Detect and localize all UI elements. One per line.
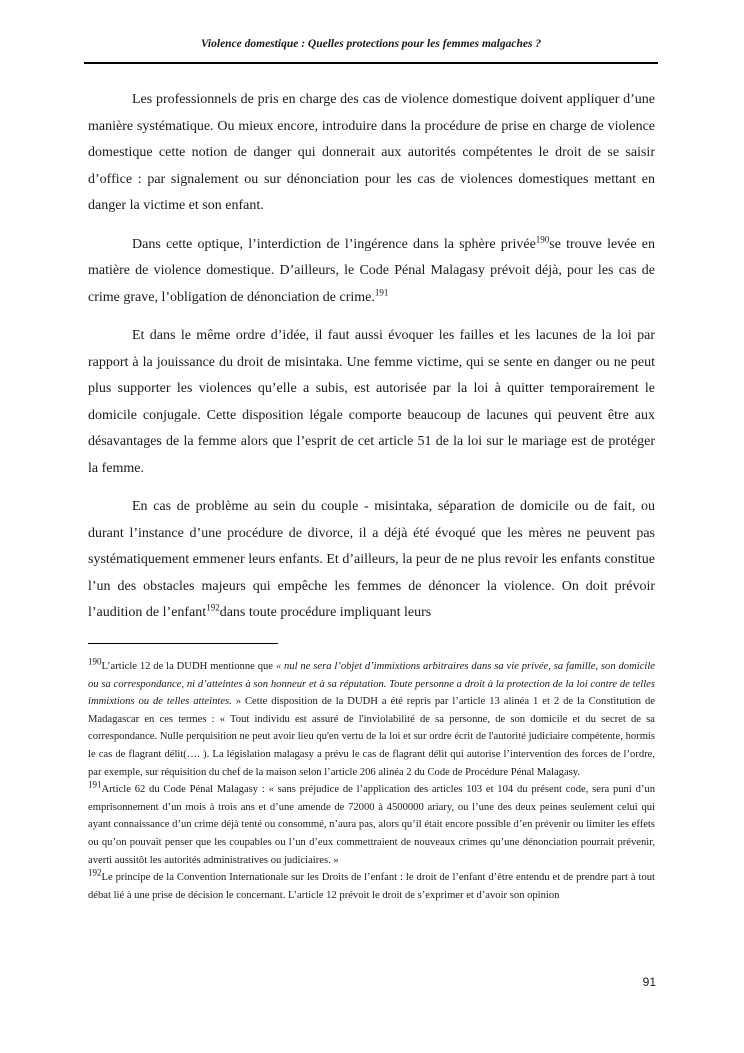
footnote-separator xyxy=(88,643,278,644)
footnote-text: Article 62 du Code Pénal Malagasy : « sans préjudice de l’application des articles 103 et 104 du présent code, sera puni d’un emprisonnement d’un mois à trois ans et d’une amende de 72000 à 4500000 ariary, ou l’une des deux peines seulement celui qui ayant connaissance d’un crime déjà tenté ou consommé, n’aura pas, alors qu’il était encore possible d’en prévenir ou limiter les effets ou qu’on pouvait penser que les coupables ou l’un d’eux commettraient de nouveaux crimes qu’une dénonciation pourrait prévenir, averti aussitôt les autorités administratives ou judiciaires. » xyxy=(88,784,655,866)
paragraph-2 xyxy=(88,232,655,312)
footnote-191 xyxy=(88,781,655,869)
footnote-text: » Cette disposition de la DUDH a été repris par l’article 13 alinéa 1 et 2 de la Constitution de Madagascar en ces termes : « Tout individu est assuré de l'inviolabilité de sa personne, de son domicile et du secret de sa correspondance. Nulle perquisition ne peut avoir lieu qu'en vertu de la loi et sur ordre écrit de l'autorité judiciaire compétente, hormis le cas de flagrant délit(…. ). La législation malagasy a prévu le cas de flagrant délit qui autorise l’intervention des forces de l’ordre, par exemple, sur réquisition du chef de la maison selon l’article 206 alinéa 2 du Code de Procédure Pénal Malagasy. xyxy=(88,696,655,778)
footnote-quote: « nul ne sera l’objet d’immixtions arbitraires dans sa vie privée, sa famille, son domicile ou sa correspondance, ni d’atteintes à son honneur et à sa réputation. Toute personne a droit à la protection de la loi contre de telles immixtions ou de telles atteintes. xyxy=(88,661,655,708)
footnote-ref-190[interactable]: 190 xyxy=(535,233,550,244)
footnote-number: 191 xyxy=(88,779,102,790)
paragraph-4 xyxy=(88,494,655,627)
footnote-190 xyxy=(88,658,655,781)
header-rule xyxy=(84,62,658,64)
footnote-ref-192[interactable]: 192 xyxy=(206,602,220,613)
paragraph-4-part-b: dans toute procédure impliquant leurs xyxy=(219,605,432,620)
paragraph-2-part-b: se trouve levée en matière de violence domestique. D’ailleurs, le Code Pénal Malagasy prévoit déjà, pour les cas de crime grave, l’obligation de dénonciation de crime. xyxy=(88,236,655,305)
body-text xyxy=(88,87,655,639)
paragraph-3: Et dans le même ordre d’idée, il faut aussi évoquer les failles et les lacunes de la loi par rapport à la jouissance du droit de misintaka. Une femme victime, qui se sente en danger ou ne peut plus supporter les violences qu’elle a subis, est autorisée par la loi à quitter temporairement le domicile conjugale. Cette disposition légale comporte beaucoup de lacunes qui peuvent être aux désavantages de la femme alors que l’esprit de cet article 51 de la loi sur le mariage est de protéger la femme. xyxy=(88,328,655,476)
footnote-text: L’article 12 de la DUDH mentionne que xyxy=(101,661,276,672)
page-number: 91 xyxy=(642,975,656,989)
paragraph-2-part-a: Dans cette optique, l’interdiction de l’ingérence dans la sphère privée xyxy=(132,236,536,252)
footnotes xyxy=(88,658,655,904)
paragraph-4-part-a: En cas de problème au sein du couple - misintaka, séparation de domicile ou de fait, ou durant l’instance d’une procédure de divorce, il a déjà été évoqué que les mères ne peuvent pas systématiquement emmener leurs enfants. Et d’ailleurs, la peur de ne plus revoir les enfants constitue l’un des obstacles majeurs qui empêche les femmes de dénoncer la violence. On doit prévoir l’audition de l’enfant xyxy=(88,499,655,620)
footnote-text: Le principe de la Convention Internationale sur les Droits de l’enfant : le droit de l’enfant d’être entendu et de prendre part à tout débat lié à une prise de décision le concernant. L’article 12 prévoit le droit de s’exprimer et d’avoir son opinion xyxy=(88,872,655,901)
paragraph-1: Les professionnels de pris en charge des cas de violence domestique doivent appliquer d’une manière systématique. Ou mieux encore, introduire dans la procédure de prise en charge de violence domestique cette notion de danger qui donnerait aux autorités compétentes le droit de se saisir d’office : par signalement ou sur dénonciation pour les cas de violences domestiques mettant en danger la victime et son enfant. xyxy=(88,92,655,213)
footnote-number: 190 xyxy=(88,656,102,667)
footnote-ref-191[interactable]: 191 xyxy=(374,286,389,297)
running-header: Violence domestique : Quelles protections pour les femmes malgaches ? xyxy=(200,38,542,50)
footnote-number: 192 xyxy=(88,867,102,878)
footnote-192 xyxy=(88,869,655,904)
